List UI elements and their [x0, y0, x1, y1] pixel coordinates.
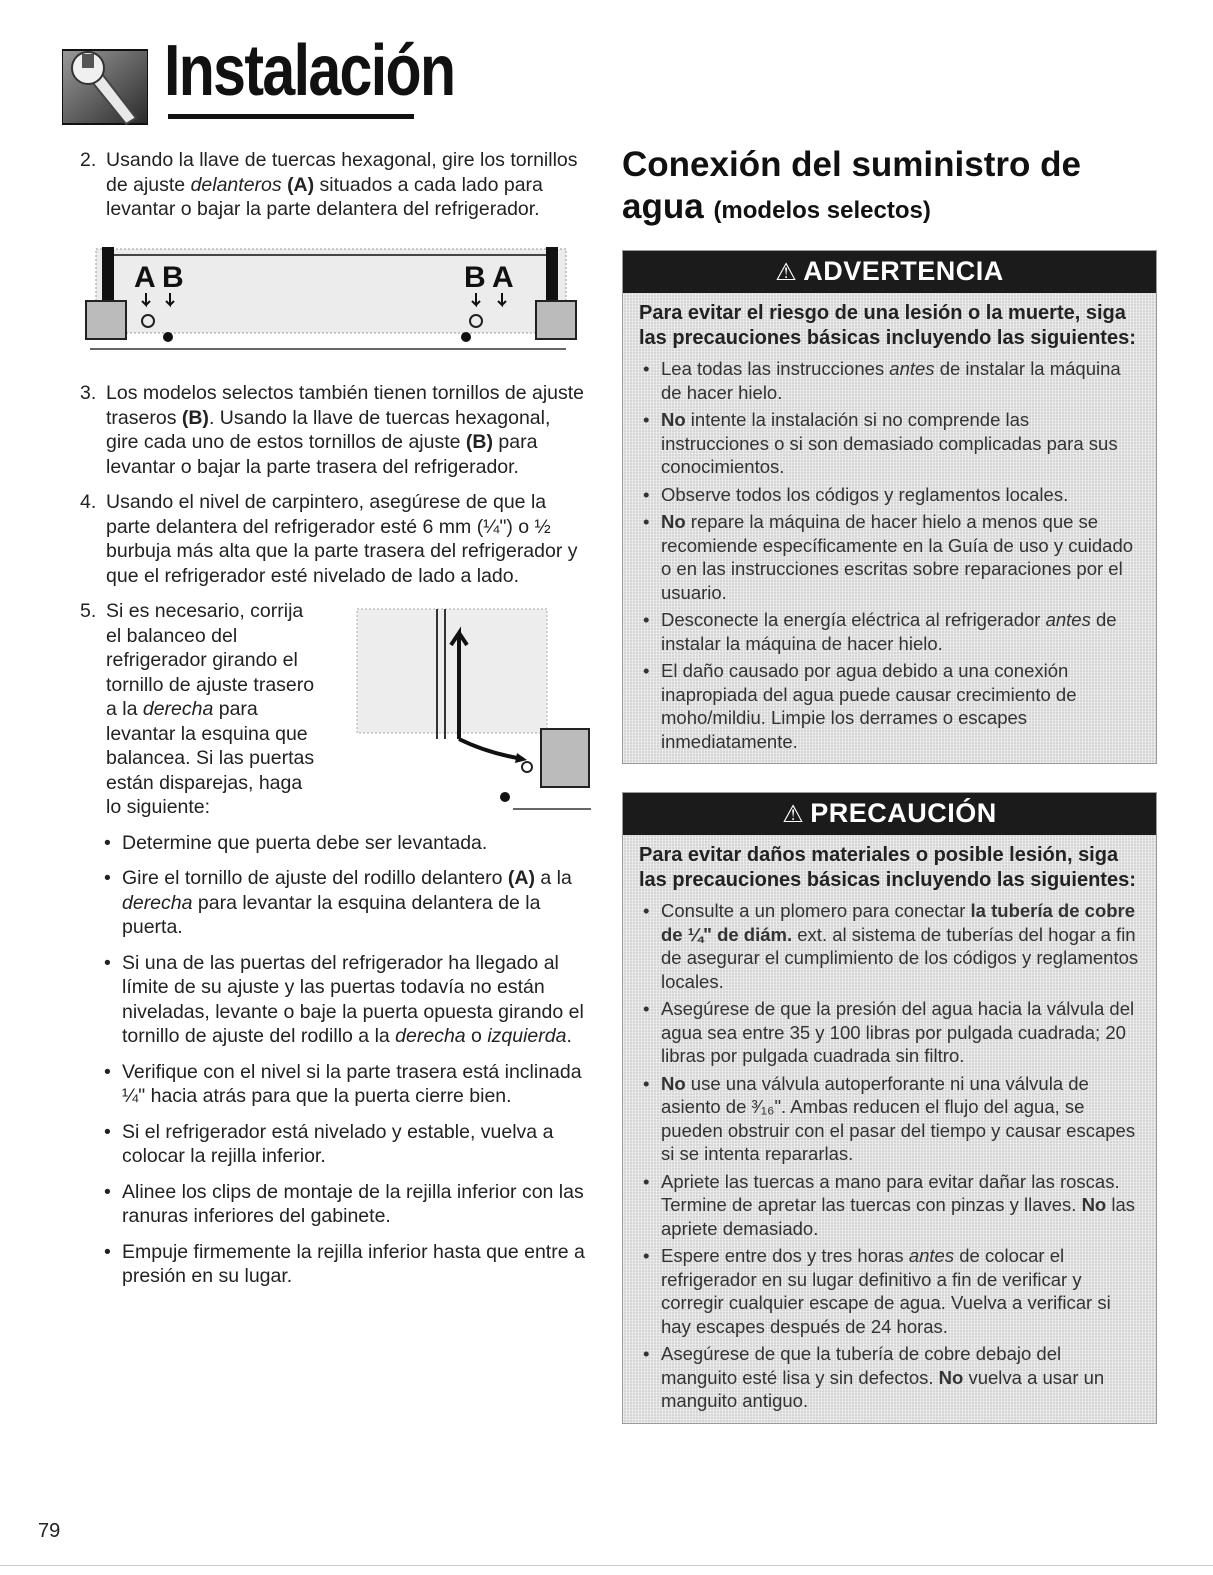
footer-rule [0, 1565, 1213, 1566]
right-column [622, 144, 1157, 1424]
warning-box [622, 250, 1157, 764]
bullet-determine-door: • Determine que puerta debe ser levantada. [80, 831, 585, 856]
list-item: • Asegúrese de que la presión del agua hacia la válvula del agua sea entre 35 y 100 libras por pulgada cuadrada; 20 libras por pulgada cuadrada sin filtro. [661, 997, 1140, 1068]
warning-heading: ⚠ ADVERTENCIA [623, 251, 1156, 293]
left-column [80, 148, 585, 1300]
list-item: • Observe todos los códigos y reglamentos locales. [661, 483, 1140, 507]
step-5: 5. Si es necesario, corrija el balanceo del refrigerador girando el tornillo de ajuste trasero a la derecha para levantar la esquina que balancea. Si las puertas están disparejas, haga lo siguiente: [80, 599, 585, 820]
list-item: • Consulte a un plomero para conectar la tubería de cobre de ¼" de diám. ext. al sistema de tuberías del hogar a fin de asegurar el cumplimiento de los códigos y reglamentos locales. [661, 899, 1140, 993]
list-item: • Desconecte la energía eléctrica al refrigerador antes de instalar la máquina de hacer hielo. [661, 608, 1140, 655]
bullet-adjust-opposite-door: • Si una de las puertas del refrigerador ha llegado al límite de su ajuste y las puertas todavía no están niveladas, levante o baje la puerta opuesta girando el tornillo de ajuste del rodillo a la derecha o izquierda. [80, 951, 585, 1049]
list-item: • No repare la máquina de hacer hielo a menos que se recomiende específicamente en la Guía de uso y cuidado o en las instrucciones escritas sobre reparaciones por el usuario. [661, 510, 1140, 604]
front-leveling-screws-illustration [66, 241, 586, 359]
bullet-replace-grille: • Si el refrigerador está nivelado y estable, vuelva a colocar la rejilla inferior. [80, 1120, 585, 1169]
door-adjustment-illustration [327, 603, 595, 813]
list-item: • Espere entre dos y tres horas antes de colocar el refrigerador en su lugar definitivo a fin de verificar y corregir cualquier escape de agua. Vuelva a verificar si hay escapes después de 24 horas. [661, 1244, 1140, 1338]
bullet-push-grille: • Empuje firmemente la rejilla inferior hasta que entre a presión en su lugar. [80, 1240, 585, 1289]
bullet-verify-tilt: • Verifique con el nivel si la parte trasera está inclinada ¼" hacia atrás para que la puerta cierre bien. [80, 1060, 585, 1109]
warning-list [623, 357, 1156, 753]
caution-list [623, 899, 1156, 1413]
section-title: Conexión del suministro de agua (modelos selectos) [622, 145, 1081, 226]
bullet-align-clips: • Alinee los clips de montaje de la rejilla inferior con las ranuras inferiores del gabinete. [80, 1180, 585, 1229]
step-2: 2. Usando la llave de tuercas hexagonal, gire los tornillos de ajuste delanteros (A) situados a cada lado para levantar o bajar la parte delantera del refrigerador. [80, 149, 578, 220]
warning-triangle-icon: ⚠ [775, 259, 798, 286]
caution-heading: ⚠ PRECAUCIÓN [623, 793, 1156, 835]
caution-triangle-icon: ⚠ [782, 801, 805, 828]
list-item: • El daño causado por agua debido a una conexión inapropiada del agua puede causar crecimiento de moho/mildiu. Limpie los derrames o escapes inmediatamente. [661, 659, 1140, 753]
label-a-left: A [134, 260, 156, 294]
caution-lead: Para evitar daños materiales o posible lesión, siga las precauciones básicas incluyendo las siguientes: [639, 844, 1136, 891]
label-a-right: A [492, 260, 514, 294]
label-b-right: B [464, 260, 486, 294]
bullet-turn-roller-screw: • Gire el tornillo de ajuste del rodillo delantero (A) a la derecha para levantar la esquina delantera de la puerta. [80, 866, 585, 940]
page-number: 79 [38, 1520, 61, 1542]
step-4: 4. Usando el nivel de carpintero, asegúrese de que la parte delantera del refrigerador esté 6 mm (¼") o ½ burbuja más alta que la parte trasera del refrigerador y que el refrigerador esté nivelado de lado a lado. [80, 491, 578, 587]
list-item: • Lea todas las instrucciones antes de instalar la máquina de hacer hielo. [661, 357, 1140, 404]
wrench-icon [62, 42, 148, 132]
title-underline [168, 114, 414, 119]
label-b-left: B [162, 260, 184, 294]
caution-box [622, 792, 1157, 1424]
page-title: Instalación [164, 31, 455, 111]
list-item: • Apriete las tuercas a mano para evitar dañar las roscas. Termine de apretar las tuercas con pinzas y llaves. No las apriete demasiado. [661, 1170, 1140, 1241]
step-3: 3. Los modelos selectos también tienen tornillos de ajuste traseros (B). Usando la llave de tuercas hexagonal, gire cada uno de estos tornillos de ajuste (B) para levantar o bajar la parte trasera del refrigerador. [80, 382, 585, 478]
list-item: • No intente la instalación si no comprende las instrucciones o si son demasiado complicadas para sus conocimientos. [661, 408, 1140, 479]
list-item: • Asegúrese de que la tubería de cobre debajo del manguito esté lisa y sin defectos. No vuelva a usar un manguito antiguo. [661, 1342, 1140, 1413]
warning-lead: Para evitar el riesgo de una lesión o la muerte, siga las precauciones básicas incluyendo las siguientes: [639, 302, 1136, 349]
list-item: • No use una válvula autoperforante ni una válvula de asiento de ³⁄₁₆". Ambas reducen el flujo del agua, se pueden obstruir con el pasar del tiempo y causar escapes si se intenta repararlas. [661, 1072, 1140, 1166]
